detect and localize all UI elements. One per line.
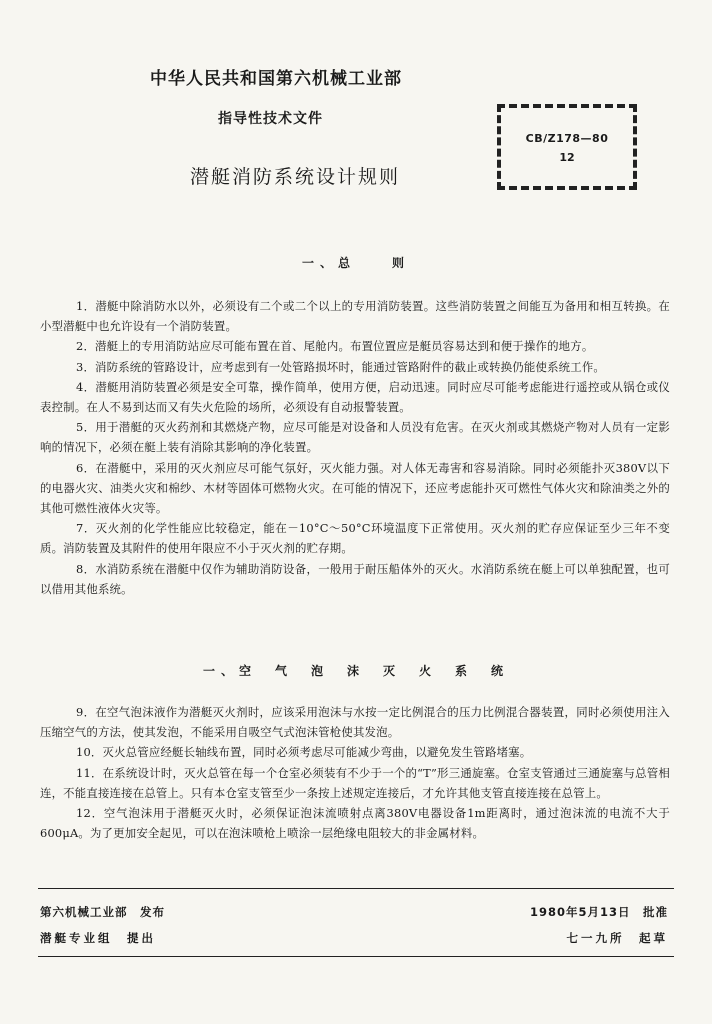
- standard-number-box: [497, 104, 637, 190]
- standard-code: CB/Z178—80: [525, 132, 609, 145]
- document-type: 指导性技术文件: [218, 111, 323, 127]
- clause-3: 3．消防系统的管路设计，应考虑到有一处管路损坏时，能通过管路附件的截止或转换仍能使系统工作。: [76, 359, 606, 374]
- clause-9: 9．在空气泡沫液作为潜艇灭火剂时，应该采用泡沫与水按一定比例混合的压力比例混合器装置，同时必须使用注入压缩空气的方法，使其发泡，不能采用自吸空气式泡沫管枪使其发泡。: [40, 705, 670, 740]
- clause-4: 4．潜艇用消防装置必须是安全可靠，操作简单，使用方便，启动迅速。同时应尽可能考虑能进行遥控或从锅仓或仪表控制。在人不易到达而又有失火危险的场所，必须设有自动报警装置。: [40, 379, 670, 415]
- clause-1: 1．潜艇中除消防水以外，必须设有二个或二个以上的专用消防装置。这些消防装置之间能互为备用和相互转换。在小型潜艇中也允许设有一个消防装置。: [40, 299, 670, 334]
- section-foam-body: [40, 702, 670, 843]
- section-heading-foam-system: 一、空 气 泡 沫 灭 火 系 统: [202, 664, 509, 678]
- footer-rule-top: [38, 888, 674, 889]
- clause-6: 6．在潜艇中，采用的灭火剂应尽可能气氛好，灭火能力强。对人体无毒害和容易消除。同时必须能扑灭380V以下的电器火灾、油类火灾和棉纱、木材等固体可燃物火灾。在可能的情况下，还应考虑能扑灭可燃性气体火灾和除油类之外的其他可燃性液体火灾等。: [40, 460, 670, 516]
- section-heading-general: 一、总 则: [301, 256, 410, 270]
- clause-8: 8．水消防系统在潜艇中仅作为辅助消防设备，一般用于耐压船体外的灭火。水消防系统在艇上可以单独配置，也可以借用其他系统。: [40, 561, 670, 596]
- clause-11: 11．在系统设计时，灭火总管在每一个仓室必须装有不少于一个的“T”形三通旋塞。仓室支管通过三通旋塞与总管相连，不能直接连接在总管上。只有本仓室支管至少一条按上述规定连接后，才允许其他支管直接连接在总管上。: [40, 765, 670, 800]
- issuing-ministry: 中华人民共和国第六机械工业部: [150, 69, 402, 89]
- clause-12: 12．空气泡沫用于潜艇灭火时，必须保证泡沫流喷射点离380V电器设备1m距离时，通过泡沫流的电流不大于600μA。为了更加安全起见，可以在泡沫喷枪上喷涂一层绝缘电阻较大的非金属材料。: [40, 806, 670, 841]
- section-general-body: [40, 296, 670, 599]
- clause-5: 5．用于潜艇的灭火药剂和其燃烧产物，应尽可能是对设备和人员没有危害。在灭火剂或其燃烧产物对人员有一定影响的情况下，必须在艇上装有消除其影响的净化装置。: [40, 420, 670, 455]
- clause-7: 7．灭火剂的化学性能应比较稳定，能在－10°C～50°C环境温度下正常使用。灭火剂的贮存应保证至少三年不变质。消防装置及其附件的使用年限应不小于灭火剂的贮存期。: [40, 521, 670, 556]
- drafter: 七一九所 起草: [566, 931, 668, 945]
- document-title: 潜艇消防系统设计规则: [190, 166, 401, 188]
- proposer: 潜艇专业组 提出: [40, 931, 156, 945]
- issuer: 第六机械工业部 发布: [40, 905, 165, 919]
- clause-10: 10．灭火总管应经艇长轴线布置，同时必须考虑尽可能减少弯曲，以避免发生管路堵塞。: [76, 745, 532, 760]
- clause-2: 2．潜艇上的专用消防站应尽可能布置在首、尾舱内。布置位置应是艇员容易达到和便于操作的地方。: [76, 339, 594, 354]
- approval-date: 1980年5月13日 批准: [529, 905, 668, 919]
- footer-rule-bottom: [38, 956, 674, 957]
- standard-number: 12: [559, 151, 575, 164]
